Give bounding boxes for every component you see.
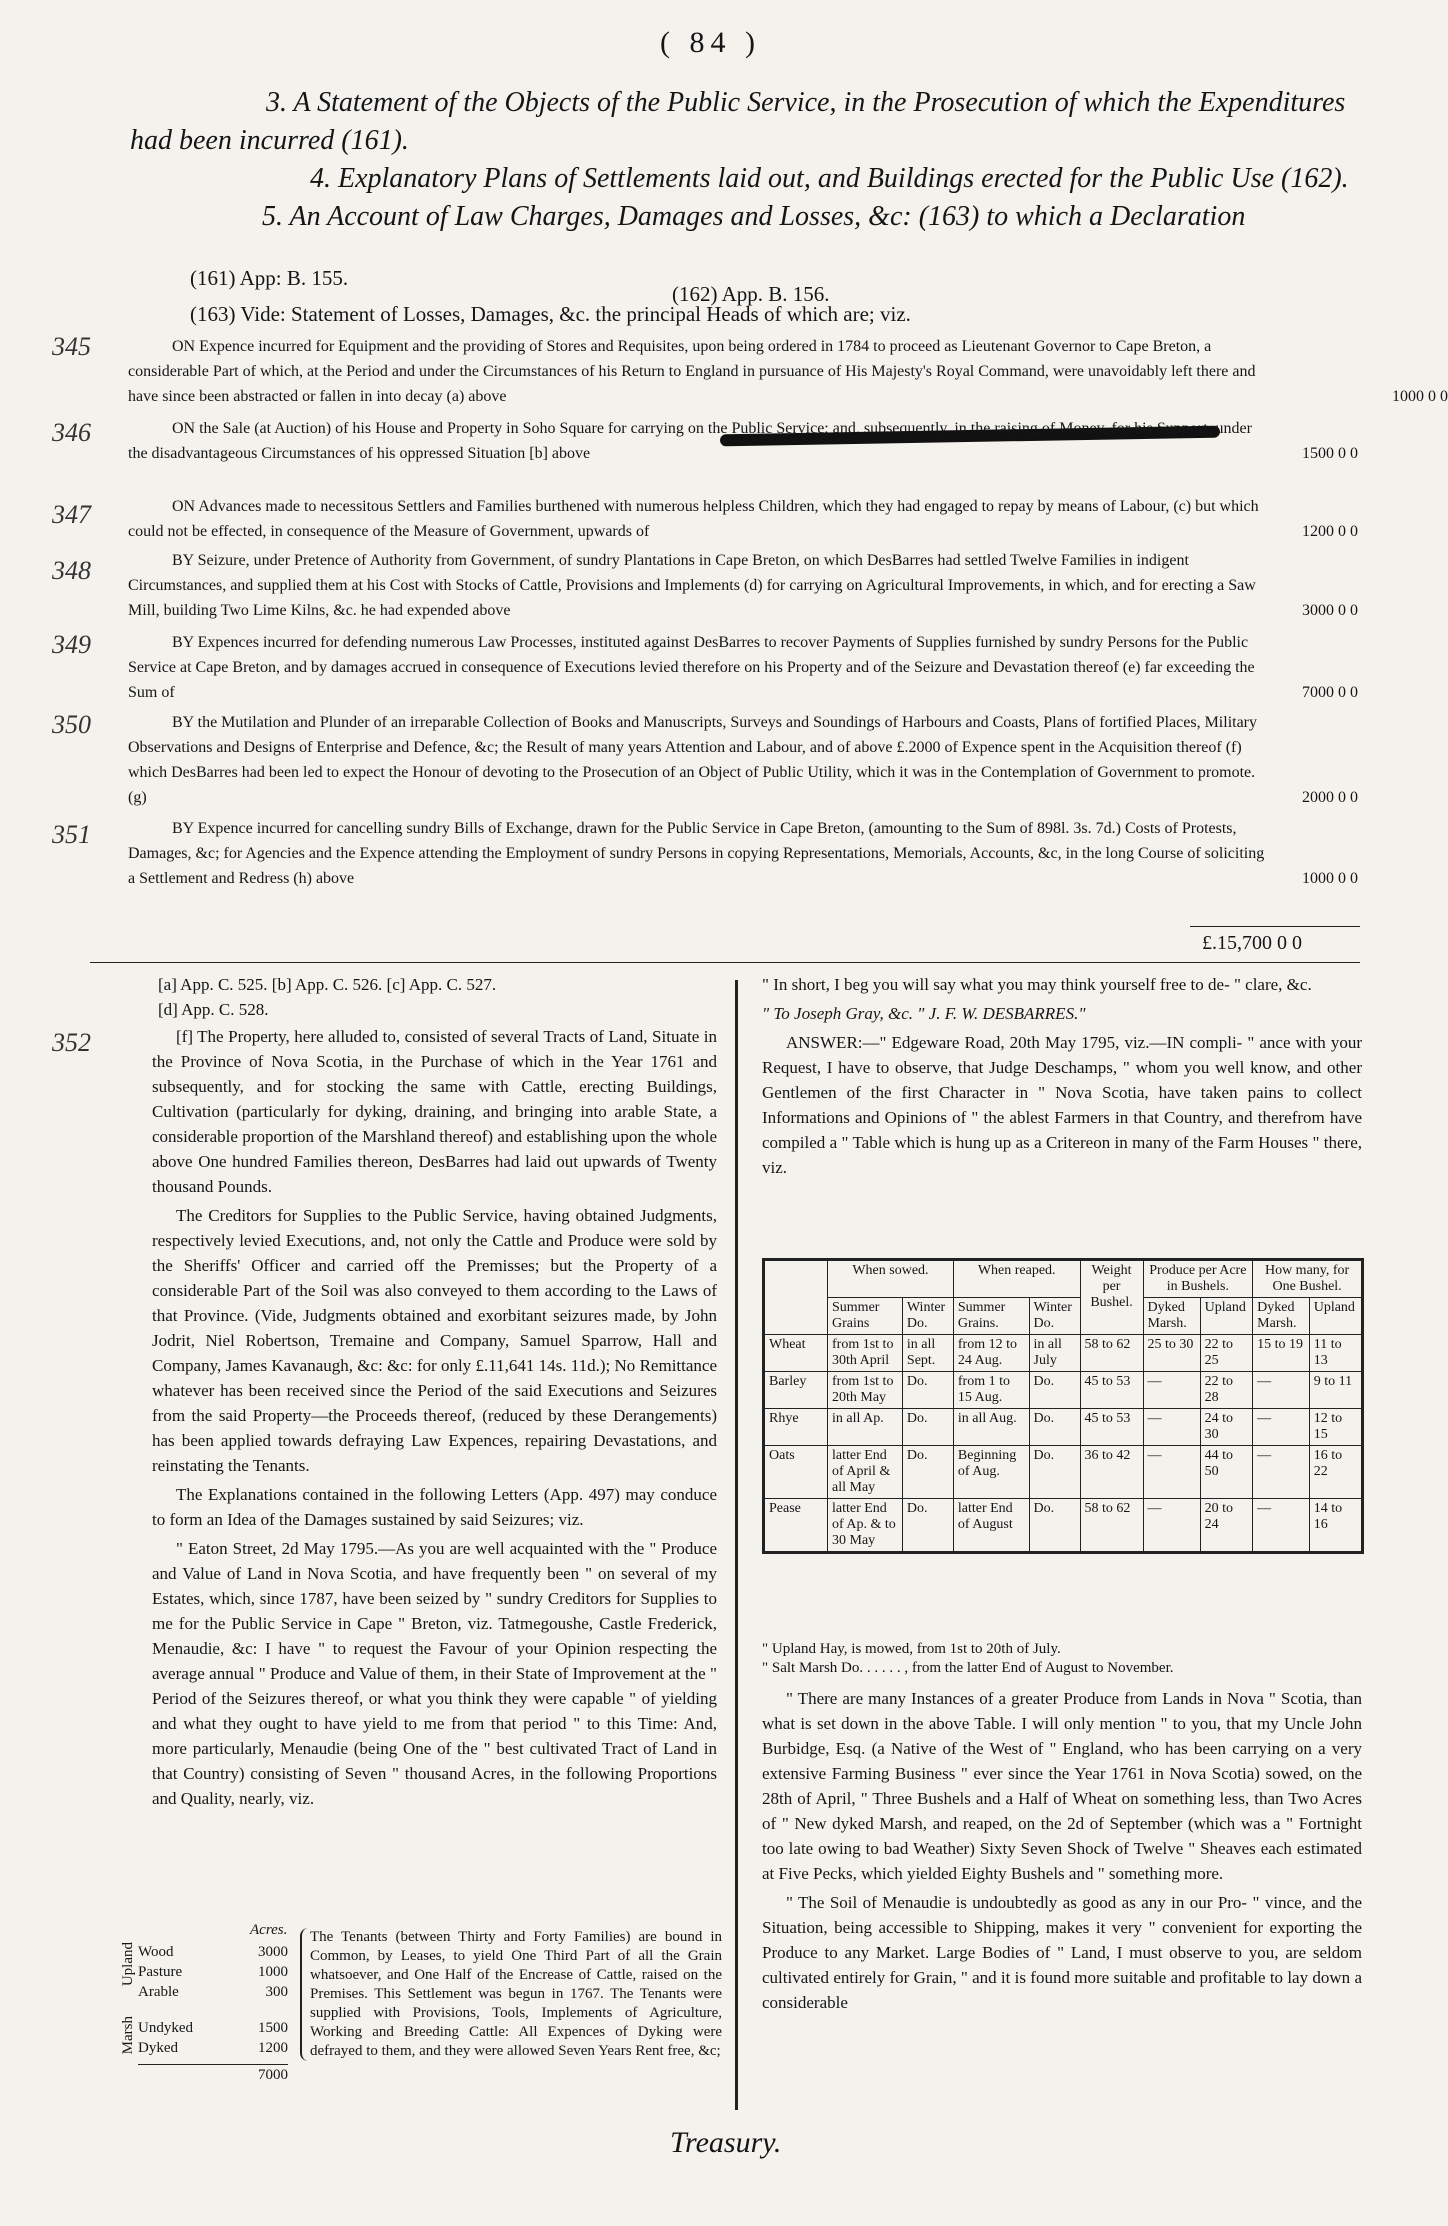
table-cell: 36 to 42 xyxy=(1080,1446,1143,1499)
header-cell: Summer Grains. xyxy=(953,1298,1029,1335)
heading-3: 3. A Statement of the Objects of the Public Service, in the Prosecution of which the Expenditures had been incurred (161). xyxy=(130,87,1346,156)
table-cell: Do. xyxy=(902,1446,953,1499)
footnote-refs: [a] App. C. 525. [b] App. C. 526. [c] App. C. 527. xyxy=(158,975,497,994)
margin-number: 347 xyxy=(52,500,91,529)
table-cell: latter End of August xyxy=(953,1499,1029,1552)
loss-item xyxy=(128,630,1358,705)
table-cell: — xyxy=(1253,1372,1310,1409)
acres-value: 1200 xyxy=(258,2040,288,2056)
loss-item xyxy=(128,416,1358,466)
acres-value: 300 xyxy=(265,1984,288,2000)
table-header-row xyxy=(765,1261,1362,1298)
acres-value: 1500 xyxy=(258,2020,288,2036)
marsh-label: Marsh xyxy=(120,2016,136,2055)
table-cell: 12 to 15 xyxy=(1309,1409,1361,1446)
table-cell: 11 to 13 xyxy=(1309,1335,1361,1372)
acres-row xyxy=(138,2018,288,2038)
note-paragraph: [f] The Property, here alluded to, consisted of several Tracts of Land, Situate in the Province of Nova Scotia, in the Purchase of which in the Year 1761 and subsequently, and for stocking the same with Cattle, erecting Buildings, Cultivation (particularly for dyking, draining, and bringing into arable State, a considerable proportion of the Marshland thereof) and establishing upon the whole above One hundred Families thereon, DesBarres had laid out upwards of Twenty thousand Pounds. xyxy=(152,1027,717,1196)
table-row xyxy=(765,1446,1362,1499)
header-cell: When reaped. xyxy=(953,1261,1080,1298)
loss-item-amount: 1000 0 0 xyxy=(1392,388,1448,405)
table-cell: in all Sept. xyxy=(902,1335,953,1372)
margin-number: 345 xyxy=(52,332,91,361)
table-cell: Do. xyxy=(1029,1409,1080,1446)
loss-item xyxy=(128,334,1448,409)
table-cell: Do. xyxy=(1029,1372,1080,1409)
loss-item-amount: 3000 0 0 xyxy=(1302,602,1358,619)
page-number: ( 84 ) xyxy=(660,26,761,59)
acres-name: Pasture xyxy=(138,1964,183,1980)
acres-name: Arable xyxy=(138,1984,179,2000)
ref-163: (163) Vide: Statement of Losses, Damages, &c. the principal Heads of which are; viz. xyxy=(190,302,911,326)
loss-item xyxy=(128,710,1358,810)
table-cell: — xyxy=(1143,1499,1200,1552)
table-cell: 22 to 28 xyxy=(1200,1372,1253,1409)
table-subheader-row xyxy=(765,1298,1362,1335)
loss-item-text: ON Expence incurred for Equipment and the providing of Stores and Requisites, upon being ordered in 1784 to proceed as Lieutenant Governor to Cape Breton, a considerable Part of which, at the Period and under the Circumstances of his Return to England in pursuance of His Majesty's Royal Command, were unavoidably left there and have since been abstracted or fallen in into decay (a) above xyxy=(128,338,1256,405)
table-cell: 44 to 50 xyxy=(1200,1446,1253,1499)
acres-value: 3000 xyxy=(258,1944,288,1960)
table-cell: from 1st to 30th April xyxy=(828,1335,903,1372)
header-cell: Winter Do. xyxy=(902,1298,953,1335)
loss-item xyxy=(128,816,1358,891)
table-cell: 45 to 53 xyxy=(1080,1372,1143,1409)
loss-item-amount: 1500 0 0 xyxy=(1302,445,1358,462)
right-column-lower xyxy=(762,1640,1362,2019)
handwritten-note: Treasury. xyxy=(670,2126,782,2159)
table-cell: 58 to 62 xyxy=(1080,1335,1143,1372)
note-paragraph: The Explanations contained in the following Letters (App. 497) may conduce to form an Idea of the Damages sustained by said Seizures; viz. xyxy=(152,1485,717,1529)
table-cell: 58 to 62 xyxy=(1080,1499,1143,1552)
acres-row xyxy=(138,2038,288,2058)
header-cell: When sowed. xyxy=(828,1261,954,1298)
table-cell: 14 to 16 xyxy=(1309,1499,1361,1552)
table-cell: in all Ap. xyxy=(828,1409,903,1446)
total-rule xyxy=(1190,926,1360,927)
column-divider xyxy=(735,980,738,2110)
header-cell: Produce per Acre in Bushels. xyxy=(1143,1261,1253,1298)
acres-name: Wood xyxy=(138,1944,174,1960)
table-cell: Do. xyxy=(902,1499,953,1552)
loss-item-amount: 1200 0 0 xyxy=(1302,523,1358,540)
table-cell: in all July xyxy=(1029,1335,1080,1372)
table-cell: 25 to 30 xyxy=(1143,1335,1200,1372)
table-cell: 20 to 24 xyxy=(1200,1499,1253,1552)
table-cell: Oats xyxy=(765,1446,828,1499)
header-cell: Summer Grains xyxy=(828,1298,903,1335)
loss-item-text: ON Advances made to necessitous Settlers and Families burthened with numerous helpless Children, which they had engaged to repay by means of Labour, (c) but which could not be effected, in consequence of the Measure of Government, upwards of xyxy=(128,498,1259,540)
acres-name: Dyked xyxy=(138,2040,178,2056)
margin-number: 350 xyxy=(52,710,91,739)
table-cell: from 1 to 15 Aug. xyxy=(953,1372,1029,1409)
margin-number: 346 xyxy=(52,418,91,447)
heading-5: 5. An Account of Law Charges, Damages and Losses, &c: (163) to which a Declaration xyxy=(262,201,1246,232)
acres-row xyxy=(138,1962,288,1982)
margin-number: 349 xyxy=(52,630,91,659)
header-cell: Dyked Marsh. xyxy=(1253,1298,1310,1335)
acres-heading: Acres. xyxy=(250,1922,288,1938)
heading-4: 4. Explanatory Plans of Settlements laid out, and Buildings erected for the Public Use (162). xyxy=(310,163,1349,194)
loss-item-text: BY the Mutilation and Plunder of an irreparable Collection of Books and Manuscripts, Surveys and Soundings of Harbours and Coasts, Plans of fortified Places, Military Observations and Designs of Enterprise and Defence, &c; the Result of many years Attention and Labour, and of above £.2000 of Expence spent in the Acquisition thereof (f) which DesBarres had been led to expect the Honour of devoting to the Prosecution of an Object of Public Utility, which it was in the Contemplation of Government to promote. (g) xyxy=(128,714,1258,806)
header-cell: How many, for One Bushel. xyxy=(1253,1261,1362,1298)
table-row xyxy=(765,1409,1362,1446)
left-column xyxy=(152,972,717,1815)
section-divider xyxy=(90,962,1360,963)
total-amount: £.15,700 0 0 xyxy=(1202,932,1302,954)
loss-item-amount: 2000 0 0 xyxy=(1302,789,1358,806)
hay-line: " Upland Hay, is mowed, from 1st to 20th of July. xyxy=(762,1641,1061,1657)
loss-item xyxy=(128,494,1358,544)
table-row xyxy=(765,1499,1362,1552)
table-cell: from 1st to 20th May xyxy=(828,1372,903,1409)
margin-number: 351 xyxy=(52,820,91,849)
table-cell: — xyxy=(1143,1446,1200,1499)
table-cell: 15 to 19 xyxy=(1253,1335,1310,1372)
letter-paragraph: " The Soil of Menaudie is undoubtedly as good as any in our Pro- " vince, and the Situation, being accessible to Shipping, makes it very " convenient for exporting the Produce to any Market. Large Bodies of " Land, I must observe to you, are seldom cultivated entirely for Grain, " and it is found more suitable and profitable to lay down a considerable xyxy=(762,1893,1362,2012)
table-cell: 9 to 11 xyxy=(1309,1372,1361,1409)
ref-162: (162) App. B. 156. xyxy=(672,282,830,306)
table-cell: Beginning of Aug. xyxy=(953,1446,1029,1499)
letter-paragraph: " There are many Instances of a greater Produce from Lands in Nova " Scotia, than what is set down in the above Table. I will only mention " to you, that my Uncle John Burbidge, Esq. (a Native of the West of " England, who has been carrying on a very extensive Farming Business " ever since the Year 1761 in Nova Scotia) sowed, on the 28th of April, " Three Bushels and a Half of Wheat on something less, than Two Acres of " New dyked Marsh, and reaped, on the 2d of September (which was a " Fortnight too late owing to bad Weather) Sixty Seven Shock of Twelve " Sheaves each estimated at Five Pecks, which yielded Eighty Bushels and " something more. xyxy=(762,1689,1362,1883)
loss-item-text: BY Expences incurred for defending numerous Law Processes, instituted against DesBarres to recover Payments of Supplies furnished by sundry Persons for the Public Service at Cape Breton, and by damages accrued in consequence of Executions levied therefore on his Property and of the Seizure and Devastation thereof (e) far exceeding the Sum of xyxy=(128,634,1255,701)
table-cell: from 12 to 24 Aug. xyxy=(953,1335,1029,1372)
upland-label: Upland xyxy=(120,1942,136,1987)
table-cell: 24 to 30 xyxy=(1200,1409,1253,1446)
loss-item xyxy=(128,548,1358,623)
margin-number: 348 xyxy=(52,556,91,585)
table-cell: Wheat xyxy=(765,1335,828,1372)
loss-item-text: ON the Sale (at Auction) of his House and Property in Soho Square for carrying on the Public Service; and, subsequently, in the raising of Money, for his Support, under the disadvantageous Circumstances of his oppressed Situation [b] above xyxy=(128,420,1252,462)
loss-item-amount: 7000 0 0 xyxy=(1302,684,1358,701)
loss-item-text: BY Seizure, under Pretence of Authority from Government, of sundry Plantations in Cape Breton, on which DesBarres had settled Twelve Families in indigent Circumstances, and supplied them at his Cost with Stocks of Cattle, Provisions and Implements (d) for carrying on Agricultural Improvements, in which, and for erecting a Saw Mill, building Two Lime Kilns, &c. he had expended above xyxy=(128,552,1256,619)
table-cell: Do. xyxy=(1029,1499,1080,1552)
table-cell: 45 to 53 xyxy=(1080,1409,1143,1446)
table-cell: — xyxy=(1143,1409,1200,1446)
acres-row xyxy=(138,1942,288,1962)
table-cell: Barley xyxy=(765,1372,828,1409)
header-cell: Weight per Bushel. xyxy=(1080,1261,1143,1335)
table-cell: — xyxy=(1143,1372,1200,1409)
table-cell: — xyxy=(1253,1499,1310,1552)
header-cell: Upland xyxy=(1200,1298,1253,1335)
table-cell: 16 to 22 xyxy=(1309,1446,1361,1499)
table-row xyxy=(765,1372,1362,1409)
letter-paragraph: " Eaton Street, 2d May 1795.—As you are well acquainted with the " Produce and Value of Land in Nova Scotia, and have frequently been " on several of my Estates, which, since 1787, have been seized by " sundry Creditors for Supplies to me for the Public Service in Cape " Breton, viz. Tatmegoushe, Castle Frederick, Menaudie, &c: I have " to request the Favour of your Opinion respecting the average annual " Produce and Value of them, in their State of Improvement at the " Period of the Seizures thereof, or what you think they were capable " of yielding and what they ought to have yield to me from that period " to this Time: And, more particularly, Menaudie (being One of the " best cultivated Tract of Land in that Country) consisting of Seven " thousand Acres, in the following Proportions and Quality, nearly, viz. xyxy=(152,1539,717,1808)
table-cell: latter End of Ap. & to 30 May xyxy=(828,1499,903,1552)
grain-table-frame xyxy=(762,1258,1364,1554)
note-paragraph: The Creditors for Supplies to the Public Service, having obtained Judgments, respectively levied Executions, and, not only the Cattle and Produce were sold by the Sheriffs' Officer and carried off the Premisses; but the Property of a considerable Part of the Soil was also conveyed to them according to the Laws of that Province. (Vide, Judgments obtained and exorbitant seizures made, by John Jodrit, Niel Robertson, Tremaine and Company, Samuel Sparrow, Hall and Company, James Kavanaugh, &c: &c: for only £.11,641 14s. 11d.); No Remittance whatever has been received since the Period of the said Executions and Seizures from the said Property—the Proceeds thereof, (reduced by these Derangements) has been applied towards defraying Law Expences, repairing Devastations, and reinstating the Tenants. xyxy=(152,1206,717,1475)
table-cell: Do. xyxy=(902,1409,953,1446)
table-cell: Rhye xyxy=(765,1409,828,1446)
table-row xyxy=(765,1335,1362,1372)
table-cell: latter End of April & all May xyxy=(828,1446,903,1499)
acres-row xyxy=(138,1982,288,2002)
loss-item-text: BY Expence incurred for cancelling sundry Bills of Exchange, drawn for the Public Service in Cape Breton, (amounting to the Sum of 898l. 3s. 7d.) Costs of Protests, Damages, &c; for Agencies and the Expence attending the Employment of sundry Persons in copying Representations, Memorials, Accounts, &c, in the long Course of soliciting a Settlement and Redress (h) above xyxy=(128,820,1265,887)
letter-paragraph: " In short, I beg you will say what you may think yourself free to de- " clare, &c. xyxy=(762,975,1312,994)
acres-rows xyxy=(138,1942,288,2085)
acres-value: 1000 xyxy=(258,1964,288,1980)
footnote-refs: [d] App. C. 528. xyxy=(158,1000,269,1019)
table-cell: Pease xyxy=(765,1499,828,1552)
acres-name: Undyked xyxy=(138,2020,193,2036)
ref-161: (161) App: B. 155. xyxy=(190,266,349,290)
loss-item-amount: 1000 0 0 xyxy=(1302,870,1358,887)
tenants-note: The Tenants (between Thirty and Forty Families) are bound in Common, by Leases, to yield One Third Part of all the Grain whatsoever, and One Half of the Encrease of Cattle, raised on the Premises. This Settlement was begun in 1767. The Tenants were supplied with Provisions, Tools, Implements of Agriculture, Working and Breeding Cattle: All Expences of Dyking were defrayed to them, and they were allowed Seven Years Rent free, &c; xyxy=(300,1928,722,2061)
table-cell: — xyxy=(1253,1446,1310,1499)
letter-signoff: " To Joseph Gray, &c. " J. F. W. DESBARRES." xyxy=(762,1004,1086,1023)
header-cell: Dyked Marsh. xyxy=(1143,1298,1200,1335)
letter-paragraph: ANSWER:—" Edgeware Road, 20th May 1795, viz.—IN compli- " ance with your Request, I have to observe, that Judge Deschamps, " whom you well know, and other Gentlemen of the first Character in " Nova Scotia, have taken pains to collect Informations and Opinions of " the ablest Farmers in that Country, and therefrom have compiled a " Table which is hung up as a Critereon in many of the Farm Houses " there, viz. xyxy=(762,1033,1362,1177)
table-cell: in all Aug. xyxy=(953,1409,1029,1446)
acres-total: 7000 xyxy=(138,2064,288,2085)
right-column xyxy=(762,972,1362,1184)
table-cell: Do. xyxy=(902,1372,953,1409)
table-cell: 22 to 25 xyxy=(1200,1335,1253,1372)
header-cell: Winter Do. xyxy=(1029,1298,1080,1335)
table-cell: Do. xyxy=(1029,1446,1080,1499)
hay-line: " Salt Marsh Do. . . . . . , from the latter End of August to November. xyxy=(762,1660,1174,1676)
header-cell: Upland xyxy=(1309,1298,1361,1335)
margin-number: 352 xyxy=(52,1028,91,1057)
grain-table xyxy=(764,1260,1362,1552)
table-cell: — xyxy=(1253,1409,1310,1446)
